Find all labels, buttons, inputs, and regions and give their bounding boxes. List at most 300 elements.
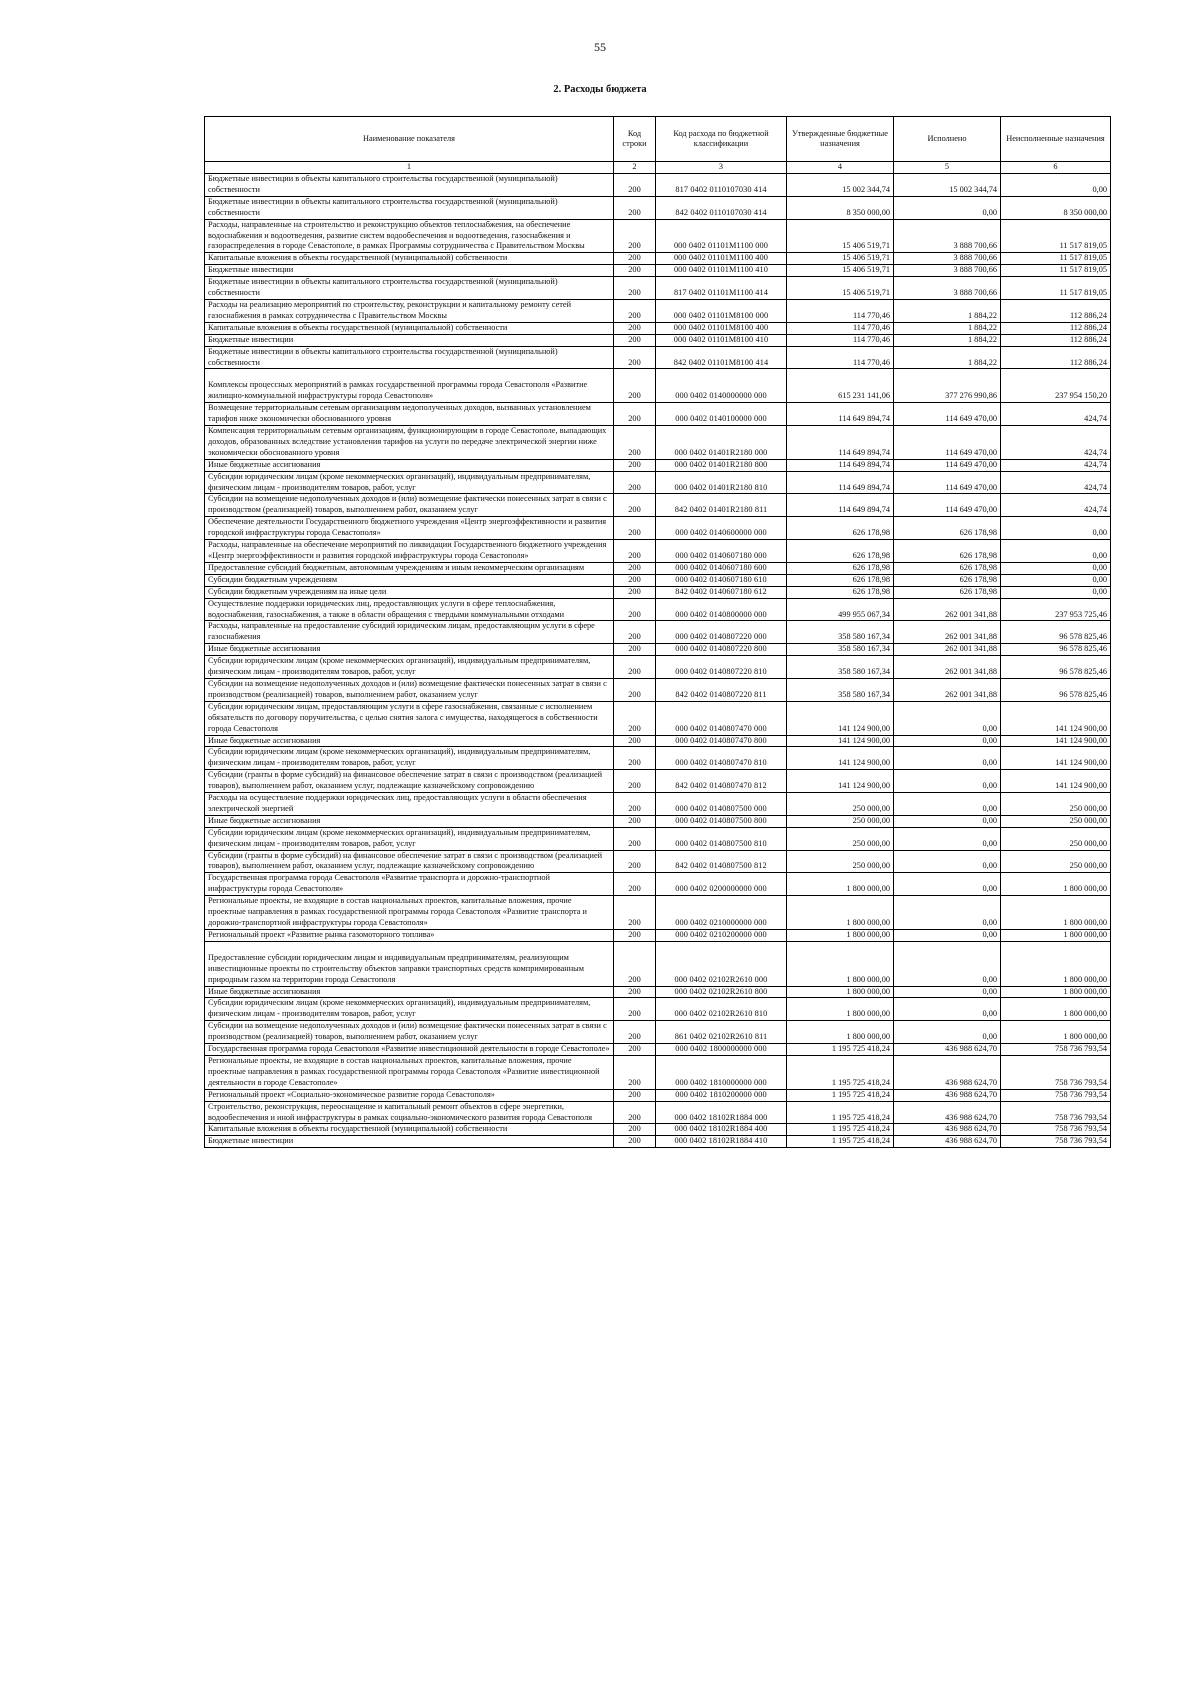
row-approved-cell: 8 350 000,00 [787, 196, 894, 219]
row-line-cell: 200 [614, 1021, 656, 1044]
row-code-cell: 842 0402 01401R2180 811 [656, 494, 787, 517]
row-executed-cell: 0,00 [894, 1021, 1001, 1044]
row-executed-cell: 114 649 470,00 [894, 426, 1001, 460]
row-unexecuted-cell: 1 800 000,00 [1001, 896, 1111, 930]
row-line-cell: 200 [614, 1101, 656, 1124]
row-code-cell: 000 0402 0140807500 810 [656, 827, 787, 850]
row-unexecuted-cell: 424,74 [1001, 494, 1111, 517]
row-code-cell: 000 0402 1810200000 000 [656, 1089, 787, 1101]
row-approved-cell: 114 770,46 [787, 299, 894, 322]
row-line-cell: 200 [614, 459, 656, 471]
section-title: 2. Расходы бюджета [553, 84, 647, 95]
row-executed-cell: 3 888 700,66 [894, 265, 1001, 277]
row-name-cell: Субсидии юридическим лицам, предоставляющим услуги в сфере газоснабжения, связанные с исполнением обязательств по договору поручительства, с целью снятия залога с имущества, находящегося в собственности города Севастополя [205, 701, 614, 735]
row-code-cell: 000 0402 0140807470 000 [656, 701, 787, 735]
row-approved-cell: 1 195 725 418,24 [787, 1124, 894, 1136]
table-row [205, 426, 1111, 460]
column-number: 5 [894, 162, 1001, 174]
row-name-cell: Иные бюджетные ассигнования [205, 735, 614, 747]
table-row [205, 735, 1111, 747]
row-line-cell: 200 [614, 747, 656, 770]
row-executed-cell: 0,00 [894, 747, 1001, 770]
row-approved-cell: 141 124 900,00 [787, 747, 894, 770]
row-approved-cell: 250 000,00 [787, 850, 894, 873]
row-approved-cell: 358 580 167,34 [787, 644, 894, 656]
row-name-cell: Субсидии юридическим лицам (кроме некоммерческих организаций), индивидуальным предпринимателям, физическим лицам - производителям товаров, работ, услуг [205, 656, 614, 679]
table-row [205, 494, 1111, 517]
column-number-row [205, 162, 1111, 174]
row-approved-cell: 15 406 519,71 [787, 277, 894, 300]
row-name-cell: Субсидии юридическим лицам (кроме некоммерческих организаций), индивидуальным предпринимателям, физическим лицам - производителям товаров, работ, услуг [205, 747, 614, 770]
row-approved-cell: 114 770,46 [787, 322, 894, 334]
row-line-cell: 200 [614, 873, 656, 896]
row-code-cell: 000 0402 0140607180 610 [656, 574, 787, 586]
table-row [205, 701, 1111, 735]
row-unexecuted-cell: 0,00 [1001, 562, 1111, 574]
row-unexecuted-cell: 11 517 819,05 [1001, 253, 1111, 265]
row-line-cell: 200 [614, 540, 656, 563]
row-name-cell: Расходы на реализацию мероприятий по строительству, реконструкции и капитальному ремонту сетей газоснабжения в рамках сотрудничества с Правительством Москвы [205, 299, 614, 322]
row-name-cell: Региональный проект «Развитие рынка газомоторного топлива» [205, 929, 614, 941]
row-line-cell: 200 [614, 299, 656, 322]
row-line-cell: 200 [614, 998, 656, 1021]
row-code-cell: 000 0402 0140607180 600 [656, 562, 787, 574]
table-row [205, 747, 1111, 770]
row-code-cell: 000 0402 0140807470 800 [656, 735, 787, 747]
row-line-cell: 200 [614, 929, 656, 941]
row-name-cell: Субсидии на возмещение недополученных доходов и (или) возмещение фактически понесенных затрат в связи с производством (реализацией) товаров, выполнением работ, оказанием услуг [205, 1021, 614, 1044]
row-executed-cell: 436 988 624,70 [894, 1055, 1001, 1089]
row-code-cell: 842 0402 0140607180 612 [656, 586, 787, 598]
row-code-cell: 000 0402 0140100000 000 [656, 403, 787, 426]
column-number: 4 [787, 162, 894, 174]
row-line-cell: 200 [614, 656, 656, 679]
row-unexecuted-cell: 424,74 [1001, 459, 1111, 471]
row-executed-cell: 626 178,98 [894, 586, 1001, 598]
row-unexecuted-cell: 96 578 825,46 [1001, 621, 1111, 644]
table-row [205, 574, 1111, 586]
row-name-cell: Капитальные вложения в объекты государственной (муниципальной) собственности [205, 253, 614, 265]
row-line-cell: 200 [614, 562, 656, 574]
row-unexecuted-cell: 758 736 793,54 [1001, 1101, 1111, 1124]
table-row [205, 1136, 1111, 1148]
row-unexecuted-cell: 141 124 900,00 [1001, 747, 1111, 770]
row-name-cell: Капитальные вложения в объекты государственной (муниципальной) собственности [205, 322, 614, 334]
header-unexecuted: Неисполненные назначения [1001, 117, 1111, 162]
row-name-cell: Капитальные вложения в объекты государственной (муниципальной) собственности [205, 1124, 614, 1136]
row-executed-cell: 626 178,98 [894, 562, 1001, 574]
row-unexecuted-cell: 0,00 [1001, 586, 1111, 598]
row-approved-cell: 1 195 725 418,24 [787, 1136, 894, 1148]
row-line-cell: 200 [614, 941, 656, 986]
row-executed-cell: 262 001 341,88 [894, 644, 1001, 656]
row-approved-cell: 358 580 167,34 [787, 678, 894, 701]
row-code-cell: 000 0402 0140807220 810 [656, 656, 787, 679]
table-row [205, 850, 1111, 873]
table-row [205, 334, 1111, 346]
row-line-cell: 200 [614, 196, 656, 219]
header-code: Код расхода по бюджетной классификации [656, 117, 787, 162]
row-name-cell: Субсидии на возмещение недополученных доходов и (или) возмещение фактически понесенных затрат в связи с производством (реализацией) товаров, выполнением работ, оказанием услуг [205, 494, 614, 517]
row-name-cell: Субсидии (гранты в форме субсидий) на финансовое обеспечение затрат в связи с производством (реализацией товаров), выполнением работ, оказанием услуг, подлежащие казначейскому сопровождению [205, 770, 614, 793]
row-line-cell: 200 [614, 827, 656, 850]
row-line-cell: 200 [614, 174, 656, 197]
row-code-cell: 000 0402 01401R2180 810 [656, 471, 787, 494]
row-executed-cell: 0,00 [894, 998, 1001, 1021]
table-row [205, 196, 1111, 219]
row-code-cell: 000 0402 0210200000 000 [656, 929, 787, 941]
row-unexecuted-cell: 112 886,24 [1001, 299, 1111, 322]
row-unexecuted-cell: 112 886,24 [1001, 322, 1111, 334]
row-name-cell: Субсидии юридическим лицам (кроме некоммерческих организаций), индивидуальным предпринимателям, физическим лицам - производителям товаров, работ, услуг [205, 827, 614, 850]
row-code-cell: 000 0402 01101M8100 400 [656, 322, 787, 334]
row-name-cell: Региональные проекты, не входящие в состав национальных проектов, капитальные вложения, прочие проектные направления в рамках государственной программы города Севастополя «Развитие транспорта и дорожно-транспортной инфраструктуры города Севастополя» [205, 896, 614, 930]
row-unexecuted-cell: 1 800 000,00 [1001, 986, 1111, 998]
row-executed-cell: 3 888 700,66 [894, 253, 1001, 265]
row-approved-cell: 141 124 900,00 [787, 735, 894, 747]
table-row [205, 459, 1111, 471]
row-unexecuted-cell: 424,74 [1001, 403, 1111, 426]
table-row [205, 986, 1111, 998]
row-approved-cell: 114 649 894,74 [787, 471, 894, 494]
row-approved-cell: 114 649 894,74 [787, 403, 894, 426]
row-name-cell: Региональные проекты, не входящие в состав национальных проектов, капитальные вложения, прочие проектные направления в рамках государственной программы города Севастополя «Развитие инвестиционной деятельности в городе Севастополе» [205, 1055, 614, 1089]
row-executed-cell: 114 649 470,00 [894, 403, 1001, 426]
row-approved-cell: 141 124 900,00 [787, 770, 894, 793]
row-unexecuted-cell: 112 886,24 [1001, 346, 1111, 369]
row-executed-cell: 114 649 470,00 [894, 471, 1001, 494]
table-row [205, 517, 1111, 540]
row-line-cell: 200 [614, 322, 656, 334]
row-code-cell: 000 0402 0140807220 000 [656, 621, 787, 644]
row-name-cell: Иные бюджетные ассигнования [205, 644, 614, 656]
row-name-cell: Обеспечение деятельности Государственного бюджетного учреждения «Центр энергоэффективности и развития городской инфраструктуры города Севастополя» [205, 517, 614, 540]
row-unexecuted-cell: 0,00 [1001, 174, 1111, 197]
header-approved: Утвержденные бюджетные назначения [787, 117, 894, 162]
row-code-cell: 842 0402 0110107030 414 [656, 196, 787, 219]
row-approved-cell: 15 002 344,74 [787, 174, 894, 197]
row-unexecuted-cell: 11 517 819,05 [1001, 277, 1111, 300]
budget-expenses-table [204, 116, 1111, 1148]
row-executed-cell: 1 884,22 [894, 322, 1001, 334]
header-row [205, 117, 1111, 162]
row-executed-cell: 0,00 [894, 770, 1001, 793]
row-unexecuted-cell: 141 124 900,00 [1001, 701, 1111, 735]
row-approved-cell: 15 406 519,71 [787, 265, 894, 277]
row-approved-cell: 1 800 000,00 [787, 941, 894, 986]
row-code-cell: 000 0402 0140807500 800 [656, 815, 787, 827]
row-approved-cell: 626 178,98 [787, 517, 894, 540]
column-number: 6 [1001, 162, 1111, 174]
row-approved-cell: 1 195 725 418,24 [787, 1044, 894, 1056]
row-executed-cell: 262 001 341,88 [894, 621, 1001, 644]
row-name-cell: Расходы на осуществление поддержки юридических лиц, предоставляющих услуги в области обеспечения электрической энергией [205, 793, 614, 816]
row-executed-cell: 3 888 700,66 [894, 219, 1001, 253]
row-executed-cell: 0,00 [894, 793, 1001, 816]
row-executed-cell: 0,00 [894, 196, 1001, 219]
table-row [205, 265, 1111, 277]
row-code-cell: 000 0402 01101M8100 000 [656, 299, 787, 322]
row-line-cell: 200 [614, 574, 656, 586]
row-code-cell: 000 0402 0140000000 000 [656, 369, 787, 403]
row-line-cell: 200 [614, 219, 656, 253]
row-line-cell: 200 [614, 896, 656, 930]
row-approved-cell: 114 649 894,74 [787, 459, 894, 471]
row-executed-cell: 1 884,22 [894, 334, 1001, 346]
row-name-cell: Предоставление субсидий бюджетным, автономным учреждениям и иным некоммерческим организациям [205, 562, 614, 574]
row-name-cell: Субсидии юридическим лицам (кроме некоммерческих организаций), индивидуальным предпринимателям, физическим лицам - производителям товаров, работ, услуг [205, 998, 614, 1021]
row-line-cell: 200 [614, 494, 656, 517]
row-approved-cell: 15 406 519,71 [787, 219, 894, 253]
table-row [205, 322, 1111, 334]
row-code-cell: 861 0402 02102R2610 811 [656, 1021, 787, 1044]
row-code-cell: 000 0402 02102R2610 810 [656, 998, 787, 1021]
table-row [205, 299, 1111, 322]
row-line-cell: 200 [614, 1055, 656, 1089]
row-unexecuted-cell: 237 954 150,20 [1001, 369, 1111, 403]
row-approved-cell: 1 800 000,00 [787, 929, 894, 941]
row-name-cell: Компенсация территориальным сетевым организациям, функционирующим в городе Севастополе, выпадающих доходов, образованных вследствие установления тарифов на услуги по передаче электрической энергии ниже экономически обоснованного уровня [205, 426, 614, 460]
row-unexecuted-cell: 8 350 000,00 [1001, 196, 1111, 219]
table-row [205, 277, 1111, 300]
row-code-cell: 000 0402 18102R1884 000 [656, 1101, 787, 1124]
row-line-cell: 200 [614, 517, 656, 540]
row-unexecuted-cell: 250 000,00 [1001, 793, 1111, 816]
row-unexecuted-cell: 0,00 [1001, 540, 1111, 563]
row-name-cell: Бюджетные инвестиции в объекты капитального строительства государственной (муниципальной) собственности [205, 346, 614, 369]
row-name-cell: Бюджетные инвестиции [205, 334, 614, 346]
row-executed-cell: 0,00 [894, 873, 1001, 896]
row-approved-cell: 626 178,98 [787, 586, 894, 598]
row-executed-cell: 15 002 344,74 [894, 174, 1001, 197]
header-name: Наименование показателя [205, 117, 614, 162]
row-line-cell: 200 [614, 426, 656, 460]
row-name-cell: Государственная программа города Севастополя «Развитие инвестиционной деятельности в городе Севастополе» [205, 1044, 614, 1056]
table-row [205, 941, 1111, 986]
row-line-cell: 200 [614, 1089, 656, 1101]
row-line-cell: 200 [614, 770, 656, 793]
column-number: 3 [656, 162, 787, 174]
table-row [205, 998, 1111, 1021]
row-name-cell: Осуществление поддержки юридических лиц, предоставляющих услуги в сфере теплоснабжения, водоснабжения, газоснабжения, а также в области обращения с твердыми коммунальными отходами [205, 598, 614, 621]
row-approved-cell: 1 800 000,00 [787, 896, 894, 930]
row-executed-cell: 262 001 341,88 [894, 678, 1001, 701]
table-row [205, 598, 1111, 621]
row-executed-cell: 0,00 [894, 929, 1001, 941]
table-row [205, 253, 1111, 265]
row-approved-cell: 1 195 725 418,24 [787, 1089, 894, 1101]
table-row [205, 827, 1111, 850]
row-unexecuted-cell: 141 124 900,00 [1001, 735, 1111, 747]
row-name-cell: Субсидии бюджетным учреждениям на иные цели [205, 586, 614, 598]
row-code-cell: 000 0402 0200000000 000 [656, 873, 787, 896]
row-line-cell: 200 [614, 277, 656, 300]
row-unexecuted-cell: 96 578 825,46 [1001, 644, 1111, 656]
column-number: 2 [614, 162, 656, 174]
row-approved-cell: 250 000,00 [787, 827, 894, 850]
row-line-cell: 200 [614, 1136, 656, 1148]
row-code-cell: 000 0402 01401R2180 000 [656, 426, 787, 460]
row-line-cell: 200 [614, 265, 656, 277]
row-executed-cell: 626 178,98 [894, 540, 1001, 563]
table-row [205, 346, 1111, 369]
table-row [205, 1055, 1111, 1089]
row-line-cell: 200 [614, 471, 656, 494]
table-row [205, 873, 1111, 896]
row-name-cell: Бюджетные инвестиции в объекты капитального строительства государственной (муниципальной) собственности [205, 196, 614, 219]
row-name-cell: Региональный проект «Социально-экономическое развитие города Севастополя» [205, 1089, 614, 1101]
row-code-cell: 000 0402 18102R1884 400 [656, 1124, 787, 1136]
table-row [205, 1044, 1111, 1056]
row-approved-cell: 1 195 725 418,24 [787, 1055, 894, 1089]
row-unexecuted-cell: 1 800 000,00 [1001, 1021, 1111, 1044]
row-name-cell: Иные бюджетные ассигнования [205, 986, 614, 998]
row-unexecuted-cell: 758 736 793,54 [1001, 1136, 1111, 1148]
table-row [205, 174, 1111, 197]
table-row [205, 562, 1111, 574]
row-approved-cell: 114 649 894,74 [787, 494, 894, 517]
table-row [205, 621, 1111, 644]
row-name-cell: Иные бюджетные ассигнования [205, 459, 614, 471]
row-unexecuted-cell: 112 886,24 [1001, 334, 1111, 346]
row-approved-cell: 114 770,46 [787, 346, 894, 369]
row-unexecuted-cell: 96 578 825,46 [1001, 656, 1111, 679]
row-code-cell: 000 0402 01401R2180 800 [656, 459, 787, 471]
row-name-cell: Расходы, направленные на обеспечение мероприятий по ликвидации Государственного бюджетного учреждения «Центр энергоэффективности и развития городской инфраструктуры города Севастополя» [205, 540, 614, 563]
table-row [205, 586, 1111, 598]
row-unexecuted-cell: 11 517 819,05 [1001, 219, 1111, 253]
row-approved-cell: 1 800 000,00 [787, 998, 894, 1021]
row-approved-cell: 1 800 000,00 [787, 1021, 894, 1044]
row-name-cell: Бюджетные инвестиции в объекты капитального строительства государственной (муниципальной) собственности [205, 277, 614, 300]
row-approved-cell: 141 124 900,00 [787, 701, 894, 735]
row-approved-cell: 114 770,46 [787, 334, 894, 346]
row-executed-cell: 0,00 [894, 701, 1001, 735]
row-unexecuted-cell: 11 517 819,05 [1001, 265, 1111, 277]
row-approved-cell: 15 406 519,71 [787, 253, 894, 265]
row-unexecuted-cell: 758 736 793,54 [1001, 1089, 1111, 1101]
table-row [205, 1089, 1111, 1101]
row-code-cell: 000 0402 1800000000 000 [656, 1044, 787, 1056]
row-name-cell: Государственная программа города Севастополя «Развитие транспорта и дорожно-транспортной инфраструктуры города Севастополя» [205, 873, 614, 896]
row-unexecuted-cell: 250 000,00 [1001, 827, 1111, 850]
row-name-cell: Субсидии бюджетным учреждениям [205, 574, 614, 586]
row-line-cell: 200 [614, 986, 656, 998]
row-code-cell: 000 0402 02102R2610 000 [656, 941, 787, 986]
row-executed-cell: 0,00 [894, 850, 1001, 873]
row-unexecuted-cell: 237 953 725,46 [1001, 598, 1111, 621]
table-row [205, 929, 1111, 941]
row-code-cell: 000 0402 18102R1884 410 [656, 1136, 787, 1148]
row-name-cell: Возмещение территориальным сетевым организациям недополученных доходов, вызванных установлением тарифов ниже экономически обоснованного уровня [205, 403, 614, 426]
row-line-cell: 200 [614, 403, 656, 426]
table-body [205, 174, 1111, 1148]
row-line-cell: 200 [614, 253, 656, 265]
table-row [205, 770, 1111, 793]
row-unexecuted-cell: 758 736 793,54 [1001, 1044, 1111, 1056]
row-name-cell: Расходы, направленные на строительство и реконструкцию объектов теплоснабжения, на обеспечение водоснабжения и водоотведения, развитие систем водообеспечения и водоотведения, газоснабжения и газораспределения в городе Севастополе, в рамках Программы сотрудничества с Правительством Москвы [205, 219, 614, 253]
table-row [205, 644, 1111, 656]
row-name-cell: Бюджетные инвестиции в объекты капитального строительства государственной (муниципальной) собственности [205, 174, 614, 197]
table-row [205, 219, 1111, 253]
row-code-cell: 000 0402 0140807470 810 [656, 747, 787, 770]
row-executed-cell: 262 001 341,88 [894, 598, 1001, 621]
row-executed-cell: 436 988 624,70 [894, 1136, 1001, 1148]
table-row [205, 369, 1111, 403]
row-executed-cell: 436 988 624,70 [894, 1044, 1001, 1056]
row-name-cell: Субсидии юридическим лицам (кроме некоммерческих организаций), индивидуальным предпринимателям, физическим лицам - производителям товаров, работ, услуг [205, 471, 614, 494]
row-line-cell: 200 [614, 586, 656, 598]
row-line-cell: 200 [614, 369, 656, 403]
column-number: 1 [205, 162, 614, 174]
row-executed-cell: 114 649 470,00 [894, 494, 1001, 517]
row-unexecuted-cell: 424,74 [1001, 471, 1111, 494]
row-approved-cell: 615 231 141,06 [787, 369, 894, 403]
row-executed-cell: 436 988 624,70 [894, 1101, 1001, 1124]
row-name-cell: Бюджетные инвестиции [205, 265, 614, 277]
row-line-cell: 200 [614, 334, 656, 346]
row-unexecuted-cell: 250 000,00 [1001, 815, 1111, 827]
row-approved-cell: 499 955 067,34 [787, 598, 894, 621]
row-executed-cell: 262 001 341,88 [894, 656, 1001, 679]
row-line-cell: 200 [614, 598, 656, 621]
row-line-cell: 200 [614, 1044, 656, 1056]
row-line-cell: 200 [614, 815, 656, 827]
row-line-cell: 200 [614, 621, 656, 644]
row-executed-cell: 0,00 [894, 896, 1001, 930]
table-row [205, 471, 1111, 494]
row-unexecuted-cell: 1 800 000,00 [1001, 941, 1111, 986]
row-approved-cell: 1 800 000,00 [787, 873, 894, 896]
row-code-cell: 000 0402 0210000000 000 [656, 896, 787, 930]
row-approved-cell: 1 800 000,00 [787, 986, 894, 998]
row-unexecuted-cell: 1 800 000,00 [1001, 998, 1111, 1021]
row-code-cell: 842 0402 0140807500 812 [656, 850, 787, 873]
row-code-cell: 000 0402 01101M1100 410 [656, 265, 787, 277]
row-code-cell: 817 0402 0110107030 414 [656, 174, 787, 197]
row-name-cell: Предоставление субсидии юридическим лицам и индивидуальным предпринимателям, реализующим инвестиционные проекты по строительству объектов заправки транспортных средств компримированным природным газом на территории города Севастополя [205, 941, 614, 986]
row-code-cell: 000 0402 0140600000 000 [656, 517, 787, 540]
row-approved-cell: 250 000,00 [787, 815, 894, 827]
row-code-cell: 842 0402 01101M8100 414 [656, 346, 787, 369]
row-unexecuted-cell: 1 800 000,00 [1001, 929, 1111, 941]
row-executed-cell: 436 988 624,70 [894, 1089, 1001, 1101]
row-code-cell: 000 0402 1810000000 000 [656, 1055, 787, 1089]
row-executed-cell: 377 276 990,86 [894, 369, 1001, 403]
row-executed-cell: 436 988 624,70 [894, 1124, 1001, 1136]
row-executed-cell: 0,00 [894, 986, 1001, 998]
row-executed-cell: 0,00 [894, 941, 1001, 986]
row-name-cell: Бюджетные инвестиции [205, 1136, 614, 1148]
row-approved-cell: 358 580 167,34 [787, 621, 894, 644]
row-approved-cell: 358 580 167,34 [787, 656, 894, 679]
table-row [205, 656, 1111, 679]
row-executed-cell: 114 649 470,00 [894, 459, 1001, 471]
table-row [205, 403, 1111, 426]
row-unexecuted-cell: 0,00 [1001, 574, 1111, 586]
row-line-cell: 200 [614, 850, 656, 873]
row-unexecuted-cell: 758 736 793,54 [1001, 1124, 1111, 1136]
row-name-cell: Иные бюджетные ассигнования [205, 815, 614, 827]
table-row [205, 793, 1111, 816]
row-executed-cell: 3 888 700,66 [894, 277, 1001, 300]
row-code-cell: 842 0402 0140807220 811 [656, 678, 787, 701]
row-name-cell: Субсидии на возмещение недополученных доходов и (или) возмещение фактически понесенных затрат в связи с производством (реализацией) товаров, выполнением работ, оказанием услуг [205, 678, 614, 701]
row-approved-cell: 626 178,98 [787, 574, 894, 586]
table-row [205, 540, 1111, 563]
row-executed-cell: 626 178,98 [894, 517, 1001, 540]
row-line-cell: 200 [614, 678, 656, 701]
